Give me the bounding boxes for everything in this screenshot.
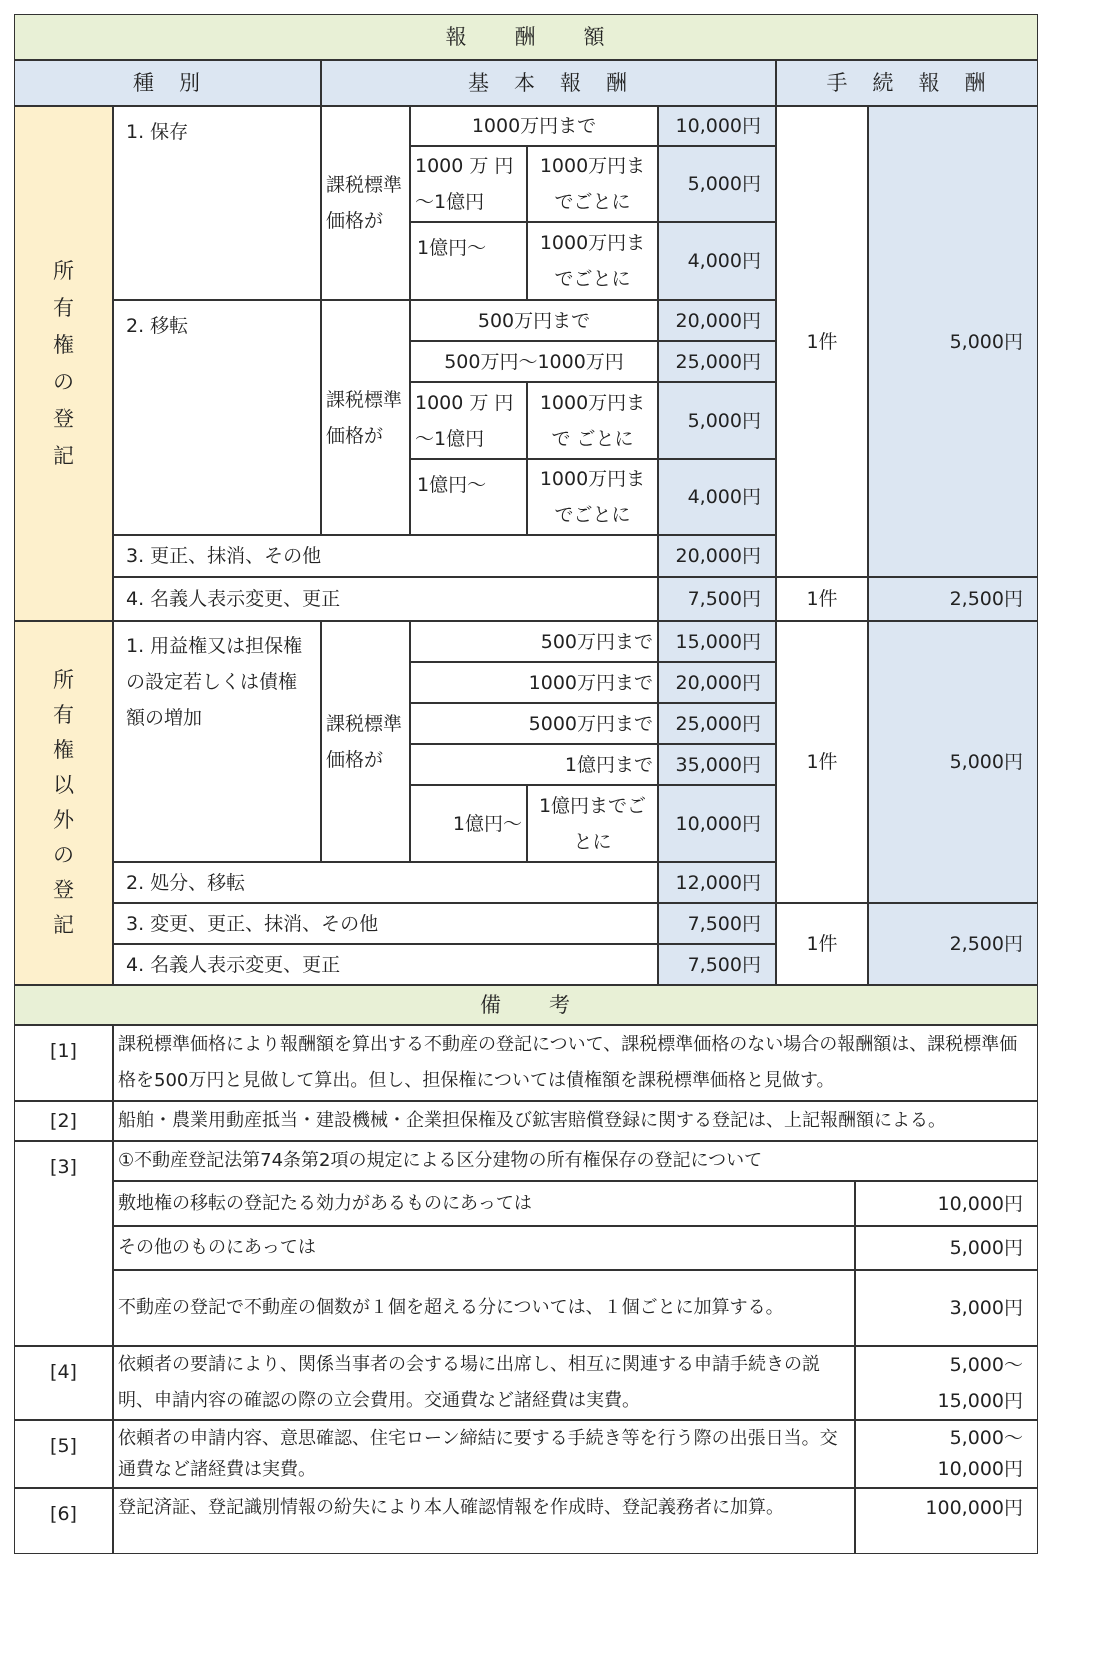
tier-step: 1000万円までごとに xyxy=(527,459,658,535)
note-fee: 3,000円 xyxy=(855,1270,1038,1346)
tier-label: 1000万円まで xyxy=(410,106,658,146)
procedure-count: 1件 xyxy=(776,577,868,621)
tier-label: 1億円まで xyxy=(410,744,658,785)
note-text: 課税標準価格により報酬額を算出する不動産の登記について、課税標準価格のない場合の報酬額は、課税標準価格を500万円と見做して算出。但し、担保権については債権額を課税標準価格と見做す。 xyxy=(113,1025,1038,1101)
fee-value: 12,000円 xyxy=(658,862,776,903)
procedure-fee: 2,500円 xyxy=(868,903,1038,985)
row-label-usufruct: 1. 用益権又は担保権の設定若しくは債権額の増加 xyxy=(113,621,321,862)
row-label-disposal: 2. 処分、移転 xyxy=(113,862,658,903)
procedure-fee: 5,000円 xyxy=(868,106,1038,577)
row-label-change: 3. 変更、更正、抹消、その他 xyxy=(113,903,658,944)
note-text: 依頼者の申請内容、意思確認、住宅ローン締結に要する手続き等を行う際の出張日当。交通費など諸経費は実費。 xyxy=(113,1420,855,1488)
section-ownership-label: 所 有 権 の 登 記 xyxy=(14,106,113,621)
tier-label: 500万円まで xyxy=(410,300,658,341)
note-text: その他のものにあっては xyxy=(113,1226,855,1270)
tier-label: 500万円～1000万円 xyxy=(410,341,658,382)
note-text: 依頼者の要請により、関係当事者の会する場に出席し、相互に関連する申請手続きの説明、申請内容の確認の際の立会費用。交通費など諸経費は実費。 xyxy=(113,1346,855,1420)
procedure-count: 1件 xyxy=(776,106,868,577)
fee-value: 10,000円 xyxy=(658,785,776,862)
condition-label: 課税標準価格が xyxy=(321,106,410,300)
tier-range: 1000 万 円 ～1億円 xyxy=(410,382,527,459)
note-fee-range: 5,000～ 10,000円 xyxy=(855,1420,1038,1488)
notes-title: 備 考 xyxy=(14,985,1038,1025)
note-number: [6] xyxy=(14,1488,113,1554)
fee-value: 20,000円 xyxy=(658,535,776,577)
fee-value: 20,000円 xyxy=(658,300,776,341)
fee-value: 7,500円 xyxy=(658,944,776,985)
fee-value: 10,000円 xyxy=(658,106,776,146)
tier-range: 1000 万 円 ～1億円 xyxy=(410,146,527,222)
note-text: 敷地権の移転の登記たる効力があるものにあっては xyxy=(113,1181,855,1226)
fee-value: 25,000円 xyxy=(658,341,776,382)
condition-label: 課税標準価格が xyxy=(321,300,410,535)
note-text: 不動産の登記で不動産の個数が１個を超える分については、１個ごとに加算する。 xyxy=(113,1270,855,1346)
note-fee: 100,000円 xyxy=(855,1488,1038,1554)
note-fee-range: 5,000～ 15,000円 xyxy=(855,1346,1038,1420)
tier-step: 1000万円まで ごとに xyxy=(527,382,658,459)
section-other-rights-label: 所 有 権 以 外 の 登 記 xyxy=(14,621,113,985)
note-heading: ①不動産登記法第74条第2項の規定による区分建物の所有権保存の登記について xyxy=(113,1141,1038,1181)
fee-value: 7,500円 xyxy=(658,577,776,621)
fee-value: 7,500円 xyxy=(658,903,776,944)
note-number: [2] xyxy=(14,1101,113,1141)
procedure-fee: 2,500円 xyxy=(868,577,1038,621)
header-base-fee: 基 本 報 酬 xyxy=(321,60,776,106)
procedure-fee: 5,000円 xyxy=(868,621,1038,903)
row-label-preservation: 1. 保存 xyxy=(113,106,321,300)
tier-range: 1億円～ xyxy=(410,785,527,862)
tier-step: 1000万円までごとに xyxy=(527,146,658,222)
condition-label: 課税標準価格が xyxy=(321,621,410,862)
row-label-name-change: 4. 名義人表示変更、更正 xyxy=(113,944,658,985)
note-number: [1] xyxy=(14,1025,113,1101)
fee-value: 25,000円 xyxy=(658,703,776,744)
tier-label: 1000万円まで xyxy=(410,662,658,703)
row-label-correction: 3. 更正、抹消、その他 xyxy=(113,535,658,577)
header-procedure-fee: 手 続 報 酬 xyxy=(776,60,1038,106)
tier-label: 500万円まで xyxy=(410,621,658,662)
tier-label: 5000万円まで xyxy=(410,703,658,744)
note-number: [5] xyxy=(14,1420,113,1488)
fee-value: 20,000円 xyxy=(658,662,776,703)
note-fee: 10,000円 xyxy=(855,1181,1038,1226)
note-text: 登記済証、登記識別情報の紛失により本人確認情報を作成時、登記義務者に加算。 xyxy=(113,1488,855,1554)
note-number: [3] xyxy=(14,1141,113,1346)
fee-value: 15,000円 xyxy=(658,621,776,662)
tier-step: 1億円までごとに xyxy=(527,785,658,862)
tier-step: 1000万円までごとに xyxy=(527,222,658,300)
tier-range: 1億円～ xyxy=(410,459,527,535)
fee-value: 35,000円 xyxy=(658,744,776,785)
fee-value: 4,000円 xyxy=(658,459,776,535)
fee-value: 4,000円 xyxy=(658,222,776,300)
procedure-count: 1件 xyxy=(776,621,868,903)
row-label-transfer: 2. 移転 xyxy=(113,300,321,535)
fee-value: 5,000円 xyxy=(658,146,776,222)
note-fee: 5,000円 xyxy=(855,1226,1038,1270)
row-label-name-change: 4. 名義人表示変更、更正 xyxy=(113,577,658,621)
tier-range: 1億円～ xyxy=(410,222,527,300)
note-text: 船舶・農業用動産抵当・建設機械・企業担保権及び鉱害賠償登録に関する登記は、上記報酬額による。 xyxy=(113,1101,1038,1141)
table-title: 報 酬 額 xyxy=(14,14,1038,60)
fee-value: 5,000円 xyxy=(658,382,776,459)
header-kind: 種 別 xyxy=(14,60,321,106)
note-number: [4] xyxy=(14,1346,113,1420)
procedure-count: 1件 xyxy=(776,903,868,985)
